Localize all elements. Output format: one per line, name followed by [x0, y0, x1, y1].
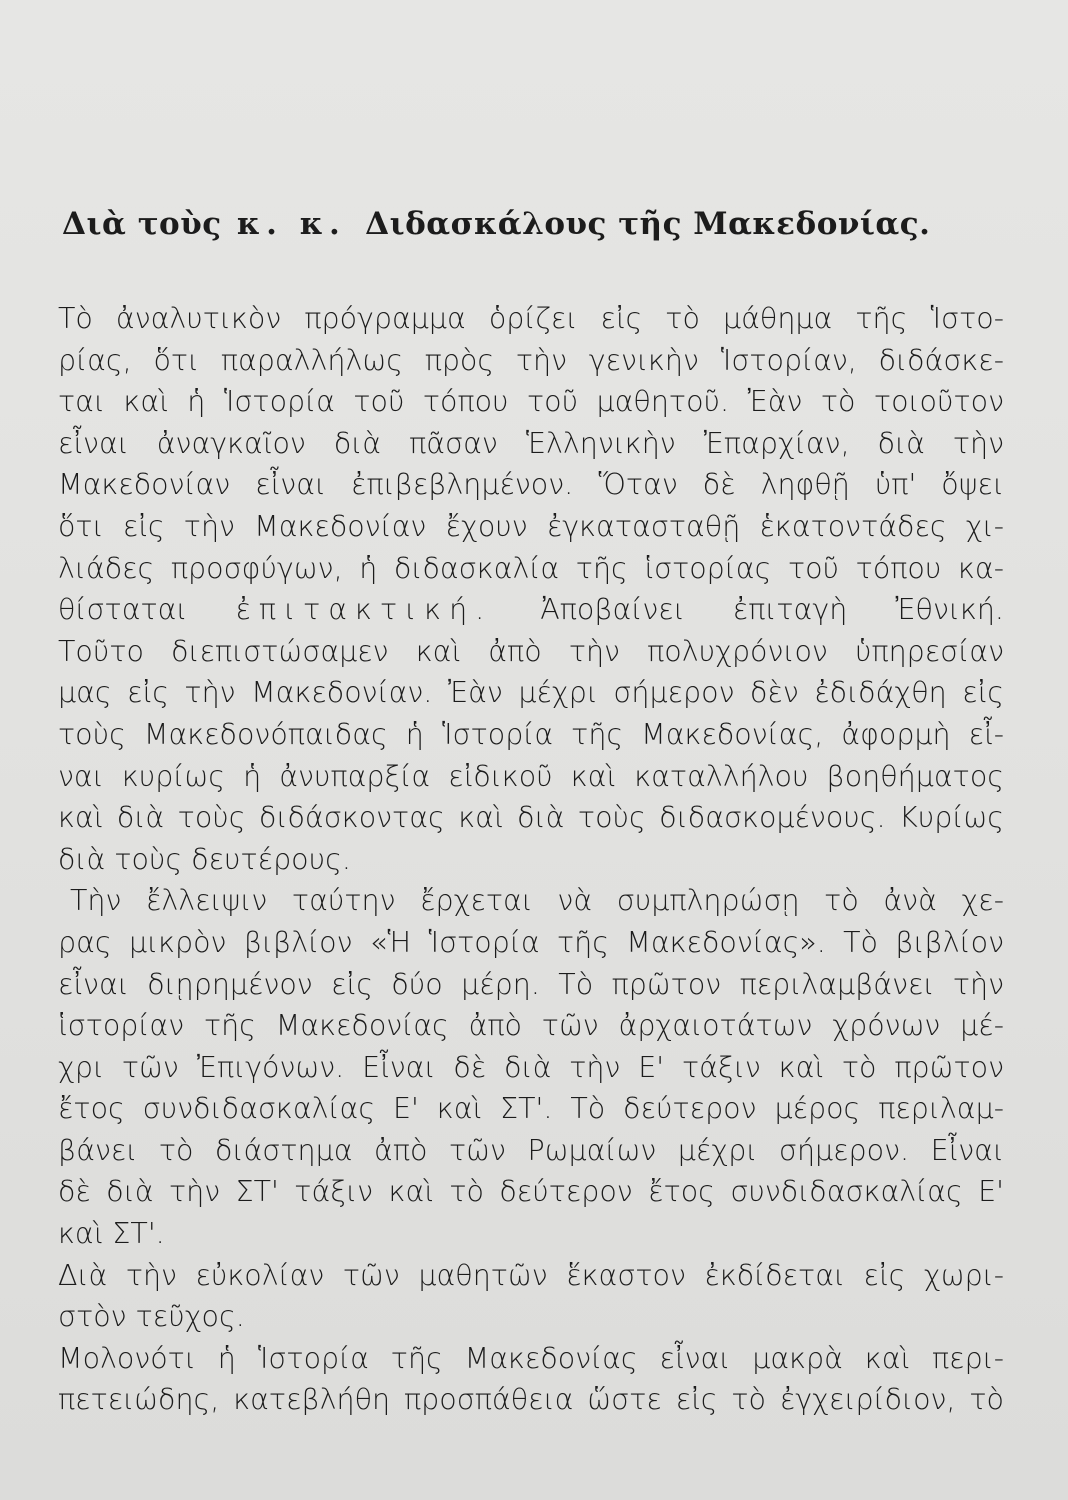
text-line: στὸν τεῦχος.: [58, 1300, 245, 1334]
text-line: δὲ διὰ τὴν ΣΤ' τάξιν καὶ τὸ δεύτερον ἔτος συνδιδασκαλίας Ε': [58, 1175, 1004, 1209]
text-line: εἶναι διῃρημένον εἰς δύο μέρη. Τὸ πρῶτον περιλαμβάνει τὴν: [58, 967, 1004, 1001]
text-fragment: Ἀποβαίνει ἐπιταγὴ Ἐθνική.: [540, 593, 1004, 627]
text-line: Τοῦτο διεπιστώσαμεν καὶ ἀπὸ τὴν πολυχρόνιον ὑπηρεσίαν: [58, 634, 1004, 668]
text-line: ὅτι εἰς τὴν Μακεδονίαν ἔχουν ἐγκατασταθῇ ἑκατοντάδες χι-: [58, 509, 1004, 543]
text-line: Τὴν ἔλλειψιν ταύτην ἔρχεται νὰ συμπληρώσῃ τὸ ἀνὰ χε-: [70, 884, 1004, 918]
text-line: ἔτος συνδιδασκαλίας Ε' καὶ ΣΤ'. Τὸ δεύτερον μέρος περιλαμ-: [58, 1092, 1004, 1126]
text-line: καὶ διὰ τοὺς διδάσκοντας καὶ διὰ τοὺς διδασκομένους. Κυρίως: [58, 801, 1004, 835]
text-line: Μολονότι ἡ Ἱστορία τῆς Μακεδονίας εἶναι μακρὰ καὶ περι-: [58, 1341, 1004, 1375]
emphasized-word: ἐπιτακτική.: [235, 593, 493, 627]
text-line: βάνει τὸ διάστημα ἀπὸ τῶν Ρωμαίων μέχρι σήμερον. Εἶναι: [58, 1133, 1004, 1167]
text-fragment: θίσταται: [58, 593, 188, 627]
text-line: Διὰ τὴν εὐκολίαν τῶν μαθητῶν ἕκαστον ἐκδίδεται εἰς χωρι-: [58, 1258, 1004, 1292]
text-line: Τὸ ἀναλυτικὸν πρόγραμμα ὁρίζει εἰς τὸ μάθημα τῆς Ἱστο-: [58, 302, 1004, 335]
text-line: λιάδες προσφύγων, ἡ διδασκαλία τῆς ἱστορίας τοῦ τόπου κα-: [58, 551, 1004, 585]
text-line: χρι τῶν Ἐπιγόνων. Εἶναι δὲ διὰ τὴν Ε' τάξιν καὶ τὸ πρῶτον: [58, 1050, 1004, 1084]
heading-part-2: Διδασκάλους τῆς Μακεδονίας.: [365, 206, 931, 242]
text-line-emphasis: [58, 589, 1004, 631]
text-line: Μακεδονίαν εἶναι ἐπιβεβλημένον. Ὅταν δὲ ληφθῇ ὑπ' ὄψει: [58, 468, 1004, 502]
text-line: τοὺς Μακεδονόπαιδας ἡ Ἱστορία τῆς Μακεδονίας, ἀφορμὴ εἶ-: [58, 717, 1004, 751]
text-line: πετειώδης, κατεβλήθη προσπάθεια ὥστε εἰς τὸ ἐγχειρίδιον, τὸ: [58, 1383, 1004, 1417]
text-line: ται καὶ ἡ Ἱστορία τοῦ τόπου τοῦ μαθητοῦ. Ἐὰν τὸ τοιοῦτον: [58, 385, 1004, 419]
heading-part-1: Διὰ τοὺς: [62, 206, 222, 242]
text-line: μας εἰς τὴν Μακεδονίαν. Ἐὰν μέχρι σήμερον δὲν ἐδιδάχθη εἰς: [58, 676, 1004, 710]
text-line: εἶναι ἀναγκαῖον διὰ πᾶσαν Ἑλληνικὴν Ἐπαρχίαν, διὰ τὴν: [58, 426, 1004, 460]
page-heading: [62, 206, 1022, 242]
text-line: ναι κυρίως ἡ ἀνυπαρξία εἰδικοῦ καὶ καταλλήλου βοηθήματος: [58, 759, 1004, 793]
text-line: ρας μικρὸν βιβλίον «Ἡ Ἱστορία τῆς Μακεδονίας». Τὸ βιβλίον: [58, 925, 1004, 959]
text-line: καὶ ΣΤ'.: [58, 1217, 165, 1251]
text-line: διὰ τοὺς δευτέρους.: [58, 842, 351, 876]
text-line: ἱστορίαν τῆς Μακεδονίας ἀπὸ τῶν ἀρχαιοτάτων χρόνων μέ-: [58, 1009, 1004, 1043]
heading-abbreviation: κ. κ.: [236, 206, 346, 242]
body-text: [58, 298, 1004, 1421]
text-line: ρίας, ὅτι παραλλήλως πρὸς τὴν γενικὴν Ἱστορίαν, διδάσκε-: [58, 343, 1004, 377]
